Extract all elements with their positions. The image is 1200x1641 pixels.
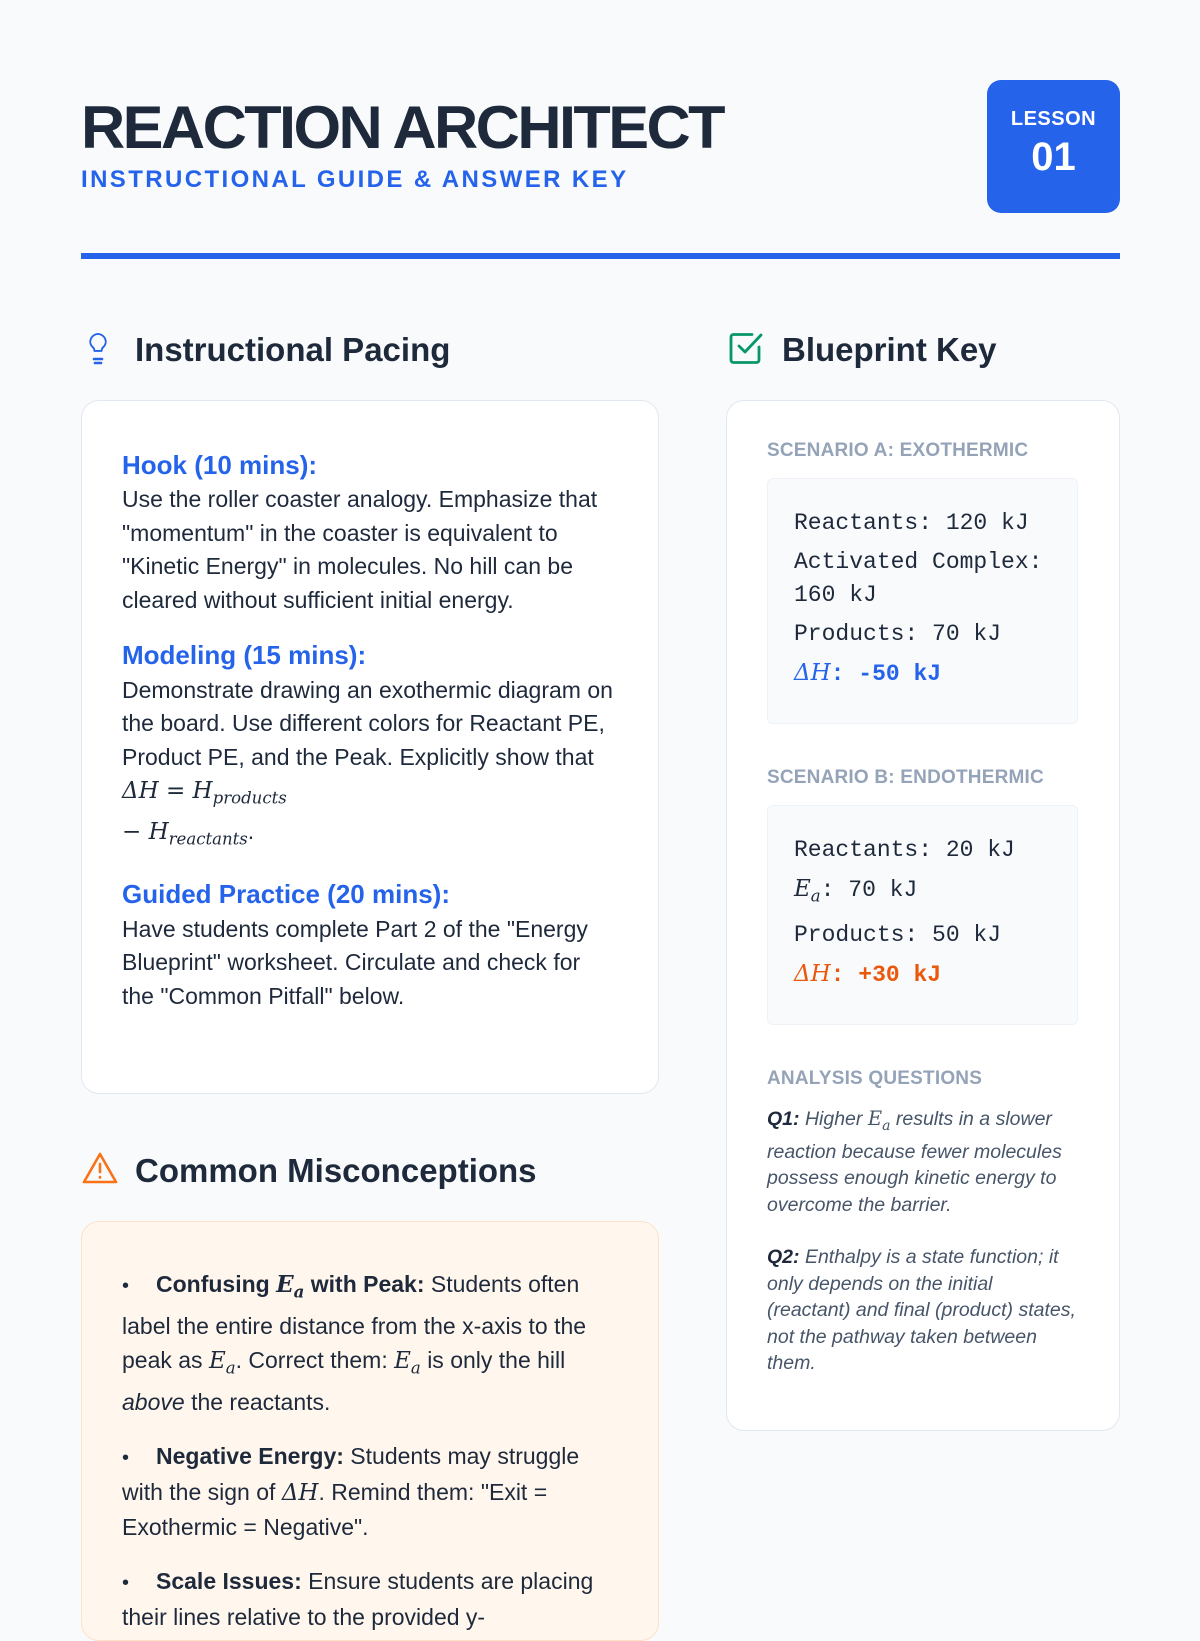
item-title-text: with Peak: bbox=[310, 1271, 425, 1297]
check-square-icon bbox=[728, 330, 764, 368]
item-text: . Correct them: bbox=[235, 1346, 388, 1373]
item-title bbox=[156, 1271, 425, 1302]
q2-label: Q2: bbox=[767, 1246, 800, 1269]
item-title-text: Confusing bbox=[156, 1271, 270, 1297]
pace-item-modeling bbox=[122, 637, 618, 856]
scenario-b-label: SCENARIO B: ENDOTHERMIC bbox=[767, 767, 1044, 788]
math-e: E bbox=[867, 1106, 883, 1130]
formula-subscript: products bbox=[212, 788, 287, 808]
pace-title: Hook (10 mins): bbox=[122, 450, 318, 480]
delta-h-value: : -50 kJ bbox=[830, 661, 942, 687]
item-text: Students may struggle with the sign of bbox=[122, 1443, 580, 1506]
misconceptions-card bbox=[81, 1221, 659, 1641]
formula-end: . bbox=[247, 818, 255, 845]
bullet: • bbox=[122, 1447, 130, 1470]
ea-value: : 70 kJ bbox=[820, 877, 918, 903]
ea-symbol bbox=[394, 1347, 421, 1378]
pace-text: Have students complete Part 2 of the "Energy Blueprint" worksheet. Circulate and check for the "Common Pitfall" below. bbox=[122, 915, 588, 1009]
page-header bbox=[81, 80, 1120, 260]
scenario-a-reactants: Reactants: 120 kJ bbox=[794, 510, 1029, 536]
math-e: E bbox=[276, 1271, 294, 1298]
math-a: a bbox=[293, 1281, 305, 1302]
pacing-heading bbox=[81, 330, 450, 368]
misconceptions-list bbox=[122, 1267, 618, 1634]
item-text: Students often label the entire distance from the x-axis to the peak as bbox=[122, 1271, 587, 1373]
list-item bbox=[122, 1267, 618, 1419]
scenario-b-box bbox=[767, 805, 1078, 1025]
ea-symbol bbox=[794, 876, 821, 906]
delta-h-symbol: ΔH bbox=[281, 1480, 319, 1507]
list-item bbox=[122, 1439, 618, 1544]
pacing-card bbox=[81, 400, 659, 1094]
scenario-a-label: SCENARIO A: EXOTHERMIC bbox=[767, 440, 1029, 461]
warning-triangle-icon bbox=[81, 1151, 117, 1189]
pace-text: Use the roller coaster analogy. Emphasize that "momentum" in the coaster is equivalent to "Kinetic Energy" in molecules. No hill can be cleared without sufficient initial energy. bbox=[122, 486, 598, 613]
scenario-a-products: Products: 70 kJ bbox=[794, 621, 1002, 647]
math-e: E bbox=[794, 876, 811, 902]
item-emphasis: above bbox=[122, 1389, 185, 1416]
q1-text: results in a slower reaction because fewer molecules possess enough kinetic energy to overcome the barrier. bbox=[767, 1107, 1062, 1216]
pace-item-hook bbox=[122, 447, 618, 617]
formula-part: − H bbox=[122, 819, 169, 846]
bullet: • bbox=[122, 1572, 130, 1595]
lightbulb-icon bbox=[81, 330, 117, 368]
enthalpy-formula bbox=[122, 778, 287, 849]
q1-label: Q1: bbox=[767, 1107, 800, 1130]
lesson-page bbox=[81, 0, 1120, 1631]
scenario-b-ea bbox=[794, 873, 1051, 913]
math-e: E bbox=[394, 1347, 411, 1374]
pace-title: Guided Practice (20 mins): bbox=[122, 879, 450, 910]
pace-text bbox=[122, 674, 618, 857]
scenario-a-complex: Activated Complex: 160 kJ bbox=[794, 549, 1043, 608]
ea-symbol bbox=[867, 1106, 891, 1134]
misconceptions-heading bbox=[81, 1151, 537, 1189]
formula-part: ΔH = H bbox=[122, 778, 213, 805]
q2-text: Enthalpy is a state function; it only depends on the initial (reactant) and final (product) states, not the pathway taken between them. bbox=[767, 1246, 1076, 1375]
scenario-b-reactants: Reactants: 20 kJ bbox=[794, 837, 1015, 863]
analysis-label: ANALYSIS QUESTIONS bbox=[767, 1067, 983, 1089]
blueprint-key-heading-label: Blueprint Key bbox=[782, 330, 997, 368]
ea-symbol bbox=[208, 1347, 236, 1378]
pacing-heading-label: Instructional Pacing bbox=[135, 330, 451, 368]
page-title: REACTION ARCHITECT bbox=[81, 94, 724, 161]
analysis-q2 bbox=[767, 1244, 1079, 1377]
delta-h-value: : +30 kJ bbox=[830, 961, 942, 988]
analysis-q1 bbox=[767, 1106, 1079, 1219]
item-title: Negative Energy: bbox=[156, 1443, 344, 1470]
misconceptions-heading-label: Common Misconceptions bbox=[135, 1151, 537, 1189]
pace-text-body: Demonstrate drawing an exothermic diagram on the board. Use different colors for Reactant PE, Product PE, and the Peak. Explicitly show that bbox=[122, 676, 613, 770]
item-text: the reactants. bbox=[191, 1389, 331, 1416]
item-text: . Remind them: "Exit = Exothermic = Negative". bbox=[122, 1479, 548, 1541]
list-item bbox=[122, 1564, 618, 1634]
math-a: a bbox=[410, 1358, 421, 1378]
lesson-badge bbox=[987, 80, 1120, 213]
ea-symbol bbox=[276, 1271, 305, 1302]
delta-h-symbol: ΔH bbox=[794, 660, 831, 686]
blueprint-key-card bbox=[726, 400, 1120, 1431]
scenario-a-box bbox=[767, 478, 1078, 724]
math-e: E bbox=[208, 1347, 226, 1374]
math-a: a bbox=[810, 886, 821, 906]
pace-title: Modeling (15 mins): bbox=[122, 640, 367, 671]
bullet: • bbox=[122, 1275, 130, 1297]
scenario-a-delta-h bbox=[794, 657, 1051, 691]
header-divider bbox=[81, 253, 1120, 259]
lesson-label: LESSON bbox=[1010, 108, 1097, 130]
math-a: a bbox=[882, 1117, 891, 1134]
lesson-number: 01 bbox=[1031, 135, 1076, 179]
item-text: Ensure students are placing their lines relative to the provided y- bbox=[122, 1568, 594, 1631]
item-title: Scale Issues: bbox=[156, 1568, 302, 1595]
scenario-b-products: Products: 50 kJ bbox=[794, 921, 1002, 948]
scenario-b-delta-h bbox=[794, 958, 1051, 992]
formula-subscript: reactants bbox=[168, 829, 248, 849]
pace-item-guided-practice bbox=[122, 876, 618, 1013]
delta-h-symbol: ΔH bbox=[794, 960, 831, 987]
item-text: is only the hill bbox=[427, 1346, 566, 1373]
blueprint-key-heading bbox=[728, 330, 997, 368]
page-subtitle: INSTRUCTIONAL GUIDE & ANSWER KEY bbox=[81, 166, 629, 193]
math-a: a bbox=[225, 1358, 236, 1378]
q1-pre: Higher bbox=[804, 1107, 863, 1130]
